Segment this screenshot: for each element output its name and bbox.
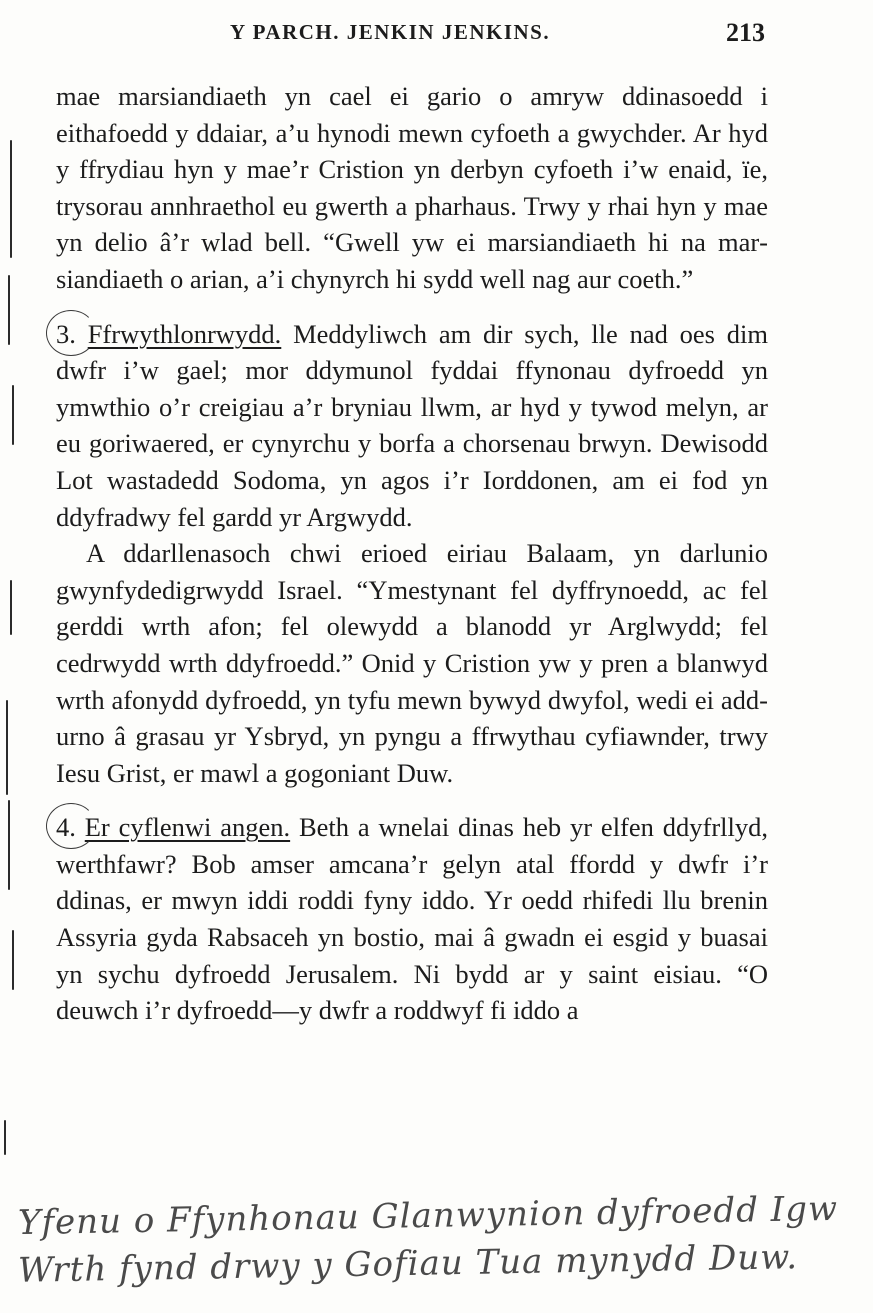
body-text [56, 78, 768, 1029]
pencil-circle [46, 803, 96, 849]
margin-pencil-mark [12, 930, 14, 990]
section-paragraph [56, 316, 768, 536]
margin-pencil-mark [8, 275, 10, 345]
margin-pencil-mark [12, 385, 14, 445]
section-number: 4. [56, 809, 76, 846]
page-number: 213 [726, 18, 765, 47]
section-body: Meddyliwch am dir sych, lle nad oes dim dwfr i’w gael; mor ddymunol fyddai ffynonau dyfroedd yn ymwthio o’r creigiau a’r bryniau llwm, ar hyd y tywod melyn, ar eu goriwaered, er cynyrchu y borfa a chorsenau brwyn. Dewisodd Lot wastadedd Sodoma, yn agos i’r Iorddonen, am ei fod yn ddyfradwy fel gardd yr Argwydd. [56, 318, 768, 532]
section-heading: Er cyflenwi angen. [84, 812, 291, 843]
section-paragraph [56, 809, 768, 1029]
pencil-circle [46, 310, 96, 356]
margin-pencil-mark [4, 1120, 6, 1155]
section-number: 3. [56, 316, 76, 353]
section-body: Beth a wnelai dinas heb yr elfen ddyfrllyd, werthfawr? Bob amser amcana’r gelyn atal ffordd y dwfr i’r ddinas, er mwyn iddi roddi fyny iddo. Yr oedd rhifedi llu brenin Assyria gyda Rabsaceh yn bostio, mai â gwadn ei esgid y buasai yn sychu dyfroedd Jerusalem. Ni bydd ar y saint eisiau. “O deuwch i’r dyfroedd—y dwfr a roddwyf fi iddo a [56, 812, 769, 1026]
handwritten-note-line: Yfenu o Ffynhonau Glanwynion dyfroedd Igw [17, 1188, 839, 1244]
paragraph: A ddarllenasoch chwi erioed eiriau Balaam, yn darlunio gwynfydedigrwydd Israel. “Ymestynant fel dyffrynoedd, ac fel gerddi wrth afon; fel olewydd a blanodd yr Arglwydd; fel cedrwydd wrth ddyfroedd.” Onid y Cristion yw y pren a blanwyd wrth afonydd dyfroedd, yn tyfu mewn bywyd dwyfol, wedi ei addurno â grasau yr Ysbryd, yn pyngu a ffrwythau cyfiawnder, trwy Iesu Grist, er mawl a gogoniant Duw. [56, 538, 768, 788]
section-heading: Ffrwythlonrwydd. [87, 318, 282, 349]
handwritten-note-line: Wrth fynd drwy y Gofiau Tua mynydd Duw. [17, 1237, 799, 1291]
margin-pencil-mark [8, 800, 10, 890]
margin-pencil-mark [10, 580, 12, 635]
running-title: Y PARCH. JENKIN JENKINS. [230, 20, 551, 44]
margin-pencil-mark [6, 700, 8, 795]
margin-pencil-mark [10, 140, 12, 258]
paragraph: mae marsiandiaeth yn cael ei gario o amryw ddinasoedd i eithafoedd y ddaiar, a’u hynodi mewn cyfoeth a gwychder. Ar hyd y ffrydiau hyn y mae’r Cristion yn derbyn cyfoeth i’w enaid, ïe, trysorau annhraethol eu gwerth a pharhaus. Trwy y rhai hyn y mae yn delio â’r wlad bell. “Gwell yw ei marsiandiaeth hi na marsiandiaeth o arian, a’i chynyrch hi sydd well nag aur coeth.” [56, 81, 768, 294]
